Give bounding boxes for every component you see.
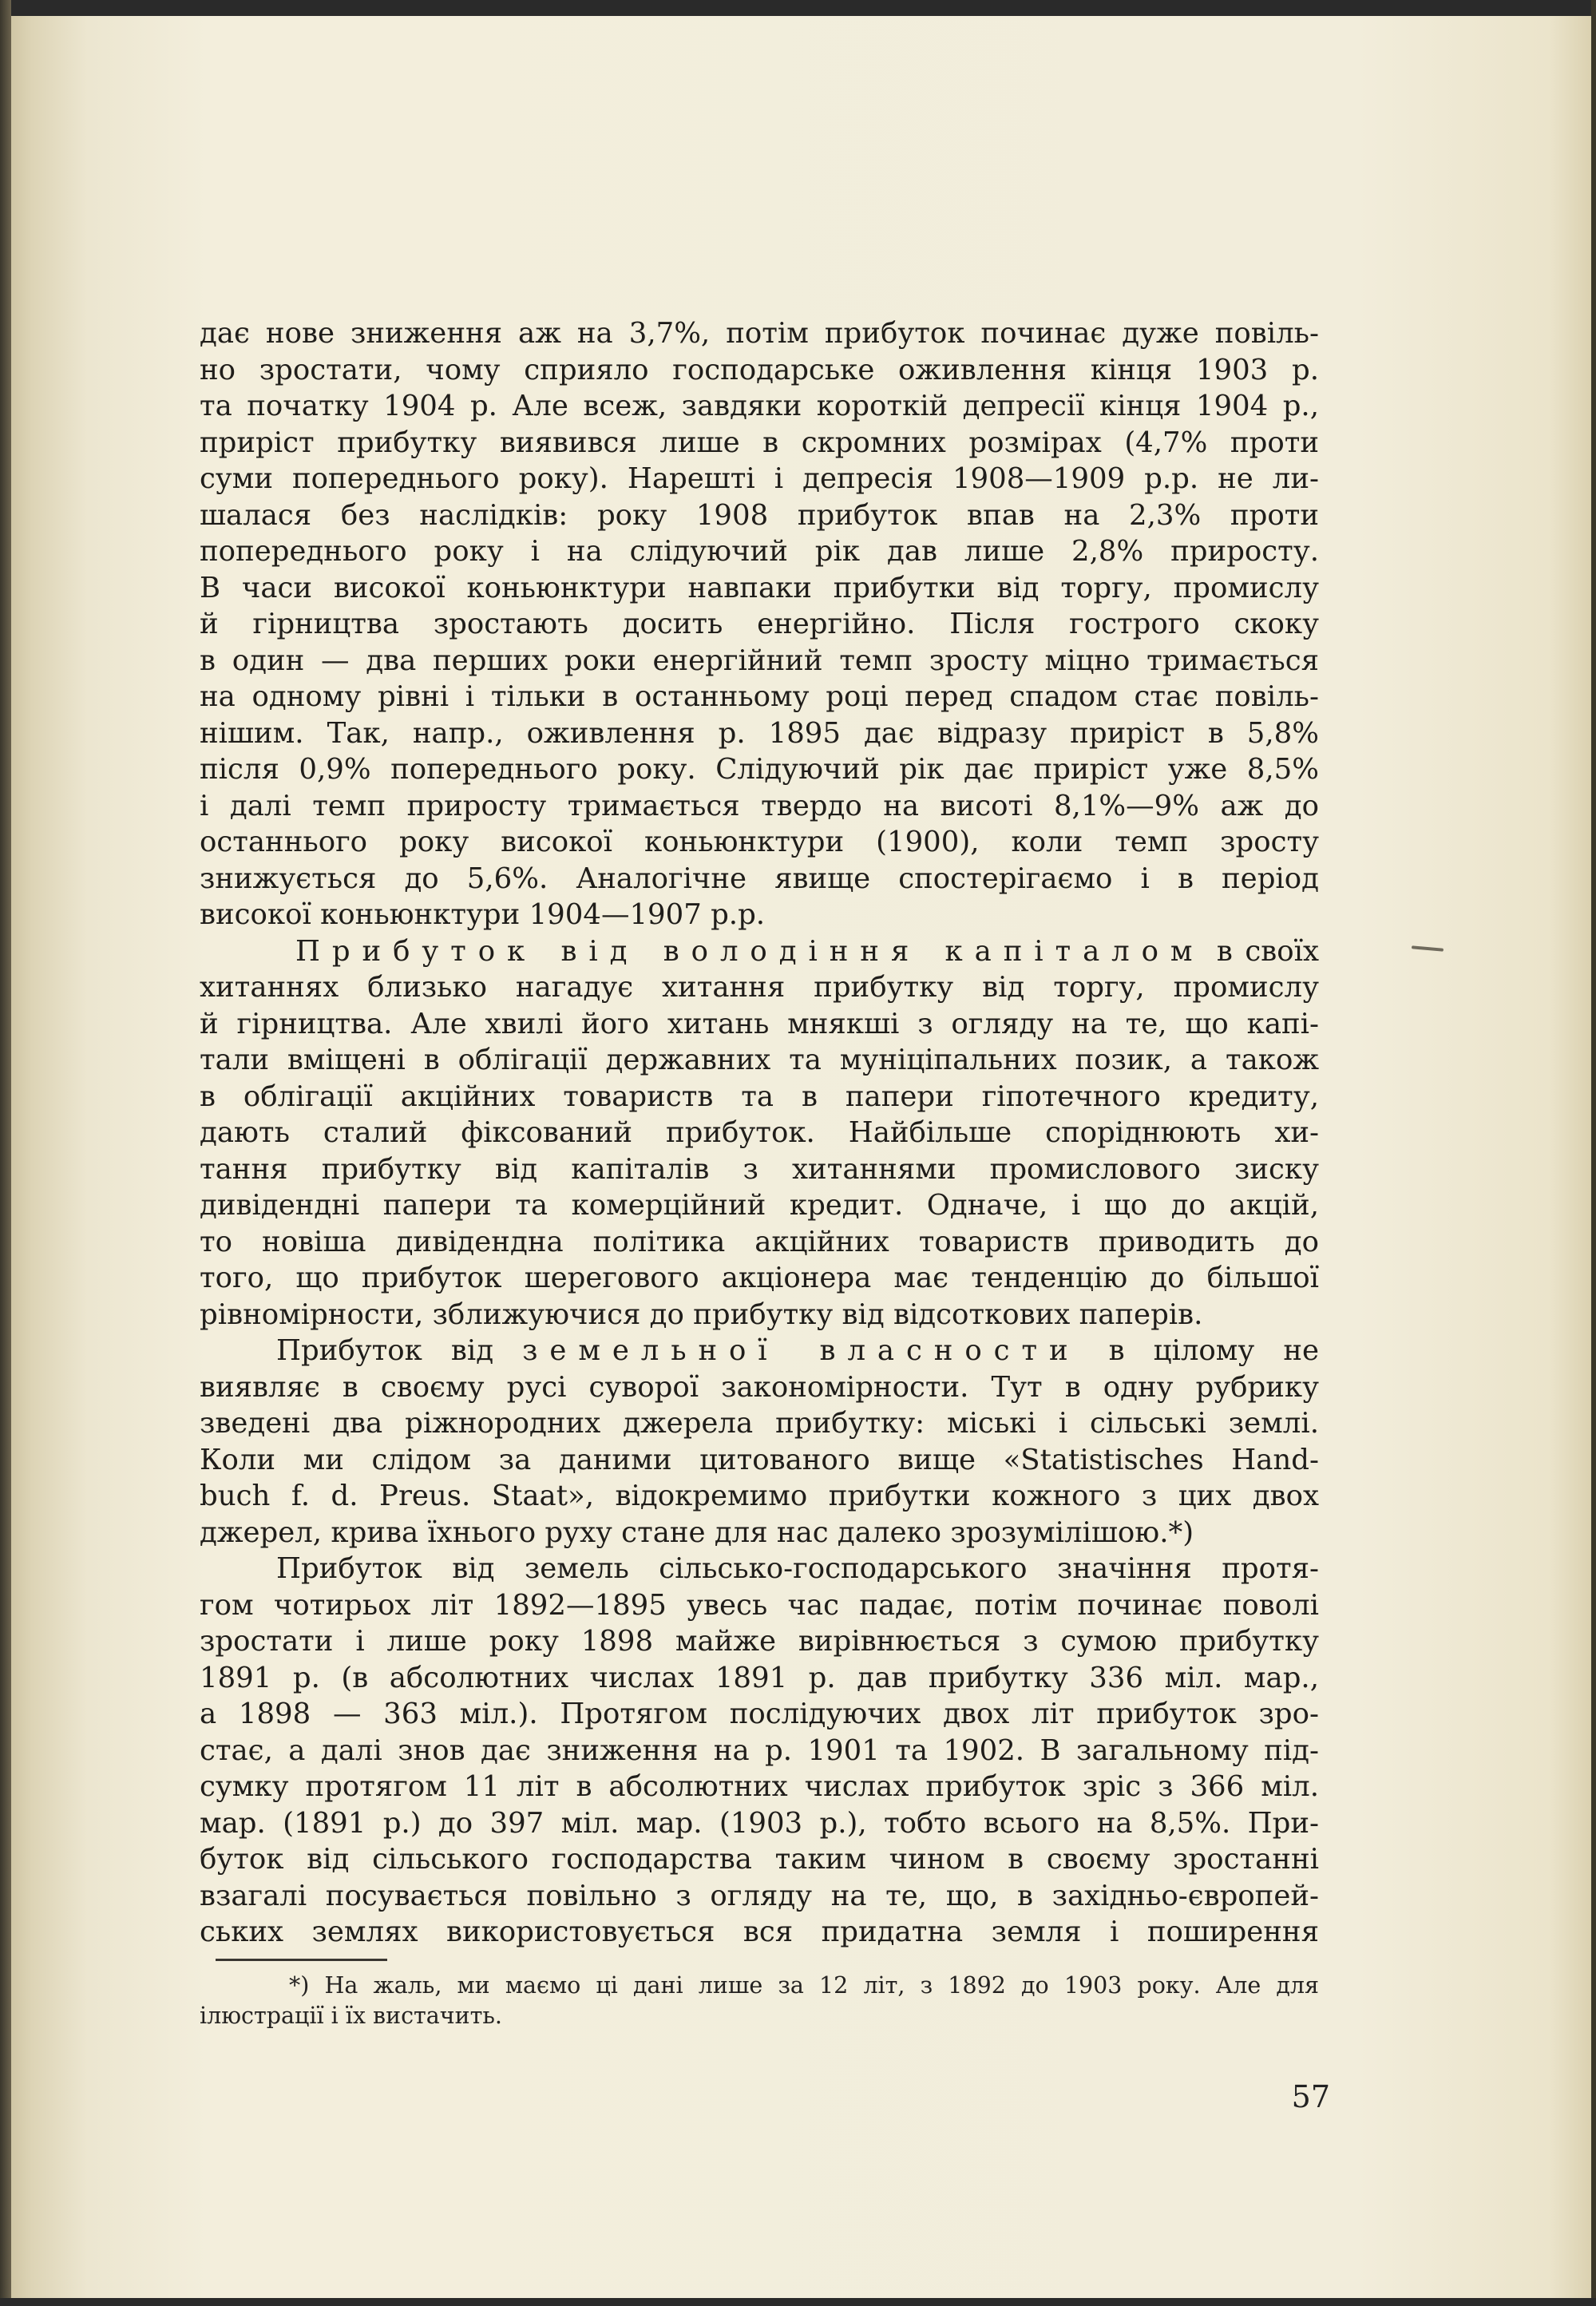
text-line: виявляє в своєму русі суворої закономірности. Тут в одну рубрику (200, 1370, 1319, 1404)
scan-border-bottom (0, 2298, 1596, 2306)
text-line: стає, а далі знов дає зниження на р. 1901 та 1902. В загальному під- (200, 1733, 1319, 1767)
text-line: но зростати, чому сприяло господарське оживлення кінця 1903 р. (200, 353, 1319, 386)
text-line (200, 933, 1319, 970)
paragraph-3 (200, 1333, 1319, 1551)
paragraph-2 (200, 933, 1319, 1333)
text-line: приріст прибутку виявився лише в скромних розмірах (4,7% проти (200, 426, 1319, 459)
text-line: сумку протягом 11 літ в абсолютних числах прибуток зріс з 366 міл. (200, 1770, 1319, 1803)
footnote-line: *) На жаль, ми маємо ці дані лише за 12 літ, з 1892 до 1903 року. Але для (289, 1972, 1319, 1999)
text-line: рівномірности, зближуючися до прибутку від відсоткових паперів. (200, 1298, 1203, 1331)
margin-pencil-mark (1412, 945, 1444, 951)
text-line: і далі темп приросту тримається твердо на висоті 8,1%—9% аж до (200, 789, 1319, 822)
text-line: В часи високої коньюнктури навпаки прибутки від торгу, промислу (200, 571, 1319, 604)
scan-border-right (1591, 0, 1596, 2306)
text-line: Прибуток від земель сільсько-господарського значіння протя- (276, 1552, 1319, 1585)
text-line: останнього року високої коньюнктури (1900), коли темп зросту (200, 826, 1319, 858)
text-line: зведені два ріжнородних джерела прибутку: міські і сільські землі. (200, 1407, 1319, 1440)
footnote-line: ілюстрації і їх вистачить. (200, 2003, 502, 2029)
text-line: 1891 р. (в абсолютних числах 1891 р. дав прибутку 336 міл. мар., (200, 1661, 1319, 1694)
text-line: то новіша дивідендна політика акційних товариств приводить до (200, 1225, 1319, 1258)
text-line: мар. (1891 р.) до 397 міл. мар. (1903 р.), тобто всього на 8,5%. При- (200, 1806, 1319, 1840)
text-line: попереднього року і на слідуючий рік дав лише 2,8% приросту. (200, 535, 1319, 568)
scan-border-left (0, 0, 11, 2306)
footnote (200, 1971, 1319, 2031)
text-line: дає нове зниження аж на 3,7%, потім прибуток починає дуже повіль- (200, 317, 1319, 350)
text-line: буток від сільського господарства таким чином в своєму зростанні (200, 1843, 1319, 1876)
text-line: гом чотирьох літ 1892—1895 увесь час падає, потім починає поволі (200, 1588, 1319, 1622)
text-line: хитаннях близько нагадує хитання прибутку від торгу, промислу (200, 971, 1319, 1004)
text-line: шалася без наслідків: року 1908 прибуток впав на 2,3% проти (200, 498, 1319, 532)
text-line: Коли ми слідом за даними цитованого вище «Statistisches Hand- (200, 1443, 1319, 1476)
emphasis-term: земельної власности (522, 1334, 1080, 1367)
text-line (200, 1333, 1319, 1369)
text-line: зростати і лише року 1898 майже вирівнюється з сумою прибутку (200, 1625, 1319, 1658)
text-line: після 0,9% попереднього року. Слідуючий рік дає приріст уже 8,5% (200, 753, 1319, 786)
text-line: того, що прибуток шерегового акціонера має тенденцію до більшої (200, 1262, 1319, 1294)
text-line: тали вміщені в облігації державних та муніціпальних позик, а також (200, 1044, 1319, 1076)
text-fragment: в цілому не (1079, 1334, 1319, 1367)
text-line: знижується до 5,6%. Аналогічне явище спостерігаємо і в період (200, 862, 1319, 895)
paragraph-1 (200, 315, 1319, 933)
text-line: на одному рівні і тільки в останньому році перед спадом стає повіль- (200, 680, 1319, 713)
text-fragment: Прибуток від (276, 1334, 523, 1367)
text-line: дивідендні папери та комерційний кредит. Одначе, і що до акцій, (200, 1189, 1319, 1222)
text-line: джерел, крива їхнього руху стане для нас далеко зрозумілішою.*) (200, 1516, 1194, 1549)
text-line: дають сталий фіксований прибуток. Найбільше споріднюють хи- (200, 1116, 1319, 1149)
emphasis-term: Прибуток від володіння капіталом (295, 934, 1205, 968)
text-line: нішим. Так, напр., оживлення р. 1895 дає відразу приріст в 5,8% (200, 716, 1319, 750)
text-line: а 1898 — 363 міл.). Протягом послідуючих двох літ прибуток зро- (200, 1698, 1319, 1730)
paragraph-4 (200, 1551, 1319, 1951)
text-line: високої коньюнктури 1904—1907 р.р. (200, 898, 766, 931)
text-line: ських землях використовується вся придатна земля і поширення (200, 1916, 1319, 1948)
footnote-separator (216, 1959, 387, 1961)
text-line: взагалі посувається повільно з огляду на те, що, в західньо-європей- (200, 1879, 1319, 1912)
text-line: й гірництва. Але хвилі його хитань мнякші з огляду на те, що капі- (200, 1007, 1319, 1040)
text-line: buch f. d. Preus. Staat», відокремимо прибутки кожного з цих двох (200, 1480, 1319, 1512)
body-text (200, 315, 1319, 1951)
text-line: й гірництва зростають досить енергійно. Після гострого скоку (200, 608, 1319, 640)
text-fragment: в своїх (1204, 934, 1319, 968)
text-line: в облігації акційних товариств та в папери гіпотечного кредиту, (200, 1080, 1319, 1113)
text-line: в один — два перших роки енергійний темп зросту міцно тримається (200, 644, 1319, 677)
text-line: суми попереднього року). Нарешті і депресія 1908—1909 р.р. не ли- (200, 462, 1319, 495)
text-line: тання прибутку від капіталів з хитаннями промислового зиску (200, 1152, 1319, 1186)
text-line: та початку 1904 р. Але всеж, завдяки короткій депресії кінця 1904 р., (200, 390, 1319, 422)
scan-border-top (0, 0, 1596, 16)
page-number: 57 (1291, 2079, 1330, 2114)
